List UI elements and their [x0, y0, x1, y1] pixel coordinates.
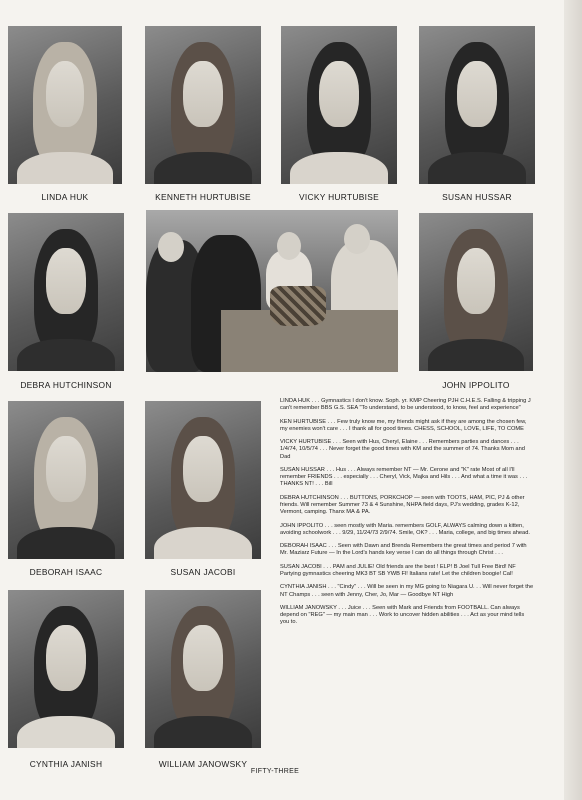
candid-group-photo [146, 210, 398, 372]
bio-susan-hussar: SUSAN HUSSAR . . . Hus . . . Always remember NT — Mr. Cerone and "K" rate Most of all I'll remember FRIENDS . . . especially . . . Cheryl, Vick, Majka and Hils . . . And what a time it was . . . THANKS NT! . . . Bill [280, 466, 528, 488]
portrait-cynthia-janish [8, 590, 124, 748]
caption-deborah-isaac: DEBORAH ISAAC [29, 567, 103, 577]
caption-william-janowsky: WILLIAM JANOWSKY [158, 759, 248, 769]
caption-john-ippolito: JOHN IPPOLITO [442, 380, 510, 390]
portrait-john-ippolito [419, 213, 533, 371]
caption-kenneth-hurtubise: KENNETH HURTUBISE [155, 192, 251, 202]
caption-vicky-hurtubise: VICKY HURTUBISE [298, 192, 380, 202]
caption-susan-hussar: SUSAN HUSSAR [442, 192, 512, 202]
portrait-debra-hutchinson [8, 213, 124, 371]
bio-cynthia-janish: CYNTHIA JANISH . . . "Cindy" . . . Will be seen in my MG going to Niagara U. . . Will never forget the NT Champs . . . seen with Jenny, Cher, Jo, Mar — Goodbye NT High [280, 584, 534, 598]
page-number: FIFTY-THREE [250, 768, 300, 775]
caption-susan-jacobi: SUSAN JACOBI [170, 567, 236, 577]
caption-cynthia-janish: CYNTHIA JANISH [29, 759, 103, 769]
page-edge [564, 0, 582, 800]
bio-linda-huk: LINDA HUK . . . Gymnastics I don't know. Soph. yr. KMP Cheering PJH C.H.E.S. Falling & tripping J can't remember BBS G.S. SEA "To understand, to be understood, to know, feel and experience" [280, 398, 531, 412]
portrait-william-janowsky [145, 590, 261, 748]
bio-john-ippolito: JOHN IPPOLITO . . . seen mostly with Maria. remembers GOLF, ALWAYS calming down a kitten, avoiding schoolwork . . . 9/29, 11/24/73 2/9/74. Smile, OK? . . . Maria, college, and big times ahead. [280, 522, 530, 536]
portrait-deborah-isaac [8, 401, 124, 559]
bio-debra-hutchinson: DEBRA HUTCHINSON . . . BUTTONS, PORKCHOP — seen with TOOTS, HAM, PIC, PJ & other friends. Will remember Summer 73 & 4 Sunshine, NHPA field days, PJ's wedding, grades K-12, Vermont, camping. Thanx MA & PA. [280, 494, 525, 516]
bio-william-janowsky: WILLIAM JANOWSKY . . . Juice . . . Seen with Mark and Friends from FOOTBALL. Can always depend on "REG" — my main man . . . Work to uncover hidden abilities . . . Act as your mind tells you to. [280, 604, 525, 626]
bio-text-block [280, 398, 534, 633]
portrait-linda-huk [8, 26, 122, 184]
portrait-kenneth-hurtubise [145, 26, 261, 184]
portrait-susan-hussar [419, 26, 535, 184]
portrait-susan-jacobi [145, 401, 261, 559]
portrait-vicky-hurtubise [281, 26, 397, 184]
bio-deborah-isaac: DEBORAH ISAAC . . . Seen with Dawn and Brenda Remembers the great times and period 7 with Mr. Maziarz Future — In the Lord's hands key verse I can do all things through Christ . . . [280, 543, 527, 557]
bio-susan-jacobi: SUSAN JACOBI . . . PAM and JULIE! Old friends are the best ! ELP! B Joel Tull Free Bird! NF Partying gymnastics cheering MK3 BT SB YWB Fl! Italians rate! Let the children boogie! Cal! [280, 563, 516, 577]
bio-vicky-hurtubise: VICKY HURTUBISE . . . Seen with Hus, Cheryl, Elaine . . . Remembers parties and dances . . . 1/4/74, 10/5/74 . . . Never forget the good times with KM and the summer of 74. Thanks Mom and Dad [280, 439, 525, 460]
bio-ken-hurtubise: KEN HURTUBISE . . . Few truly know me, my friends might ask if they are among the chosen few, my enemies won't care . . . I thank all for good times. CHESS, SCHOOL, LOVE, LIFE, TO COME [280, 418, 527, 432]
caption-debra-hutchinson: DEBRA HUTCHINSON [20, 380, 112, 390]
caption-linda-huk: LINDA HUK [41, 192, 89, 202]
